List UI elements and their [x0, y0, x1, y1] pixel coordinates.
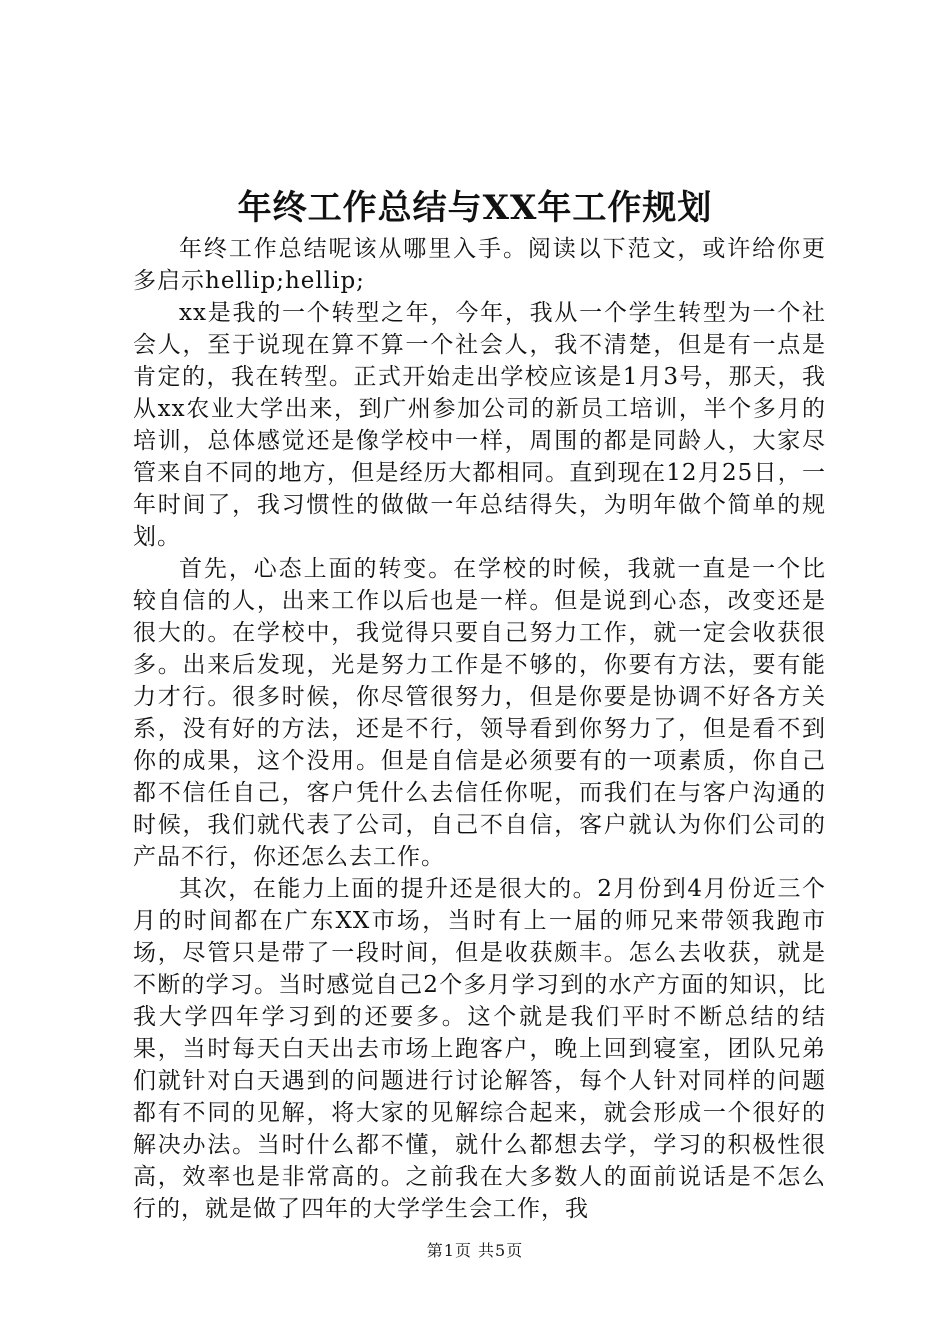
paragraph-ability: 其次，在能力上面的提升还是很大的。2月份到4月份近三个月的时间都在广东XX市场，当时有上一届的师兄来带领我跑市场，尽管只是带了一段时间，但是收获颇丰。怎么去收获，就是不断的学习。当时感觉自己2个多月学习到的水产方面的知识，比我大学四年学习到的还要多。这个就是我们平时不断总结的结果，当时每天白天出去市场上跑客户，晚上回到寝室，团队兄弟们就针对白天遇到的问题进行讨论解答，每个人针对同样的问题都有不同的见解，将大家的见解综合起来，就会形成一个很好的解决办法。当时什么都不懂，就什么都想去学，学习的积极性很高，效率也是非常高的。之前我在大多数人的面前说话是不怎么行的，就是做了四年的大学学生会工作，我	[133, 876, 826, 1222]
document-title: 年终工作总结与XX年工作规划	[237, 188, 713, 228]
paragraph-intro: 年终工作总结呢该从哪里入手。阅读以下范文，或许给你更多启示hellip;hellip;	[133, 236, 826, 294]
paragraph-mindset: 首先，心态上面的转变。在学校的时候，我就一直是一个比较自信的人，出来工作以后也是一样。但是说到心态，改变还是很大的。在学校中，我觉得只要自己努力工作，就一定会收获很多。出来后发现，光是努力工作是不够的，你要有方法，要有能力才行。很多时候，你尽管很努力，但是你要是协调不好各方关系，没有好的方法，还是不行，领导看到你努力了，但是看不到你的成果，这个没用。但是自信是必须要有的一项素质，你自己都不信任自己，客户凭什么去信任你呢，而我们在与客户沟通的时候，我们就代表了公司，自己不自信，客户就认为你们公司的产品不行，你还怎么去工作。	[133, 556, 826, 870]
page-footer: 第1页 共5页	[426, 1241, 524, 1260]
paragraph-transition-year: xx是我的一个转型之年，今年，我从一个学生转型为一个社会人，至于说现在算不算一个社会人，我不清楚，但是有一点是肯定的，我在转型。正式开始走出学校应该是1月3号，那天，我从xx农业大学出来，到广州参加公司的新员工培训，半个多月的培训，总体感觉还是像学校中一样，周围的都是同龄人，大家尽管来自不同的地方，但是经历大都相同。直到现在12月25日，一年时间了，我习惯性的做做一年总结得失，为明年做个简单的规划。	[133, 300, 826, 550]
document-body	[133, 233, 826, 1225]
